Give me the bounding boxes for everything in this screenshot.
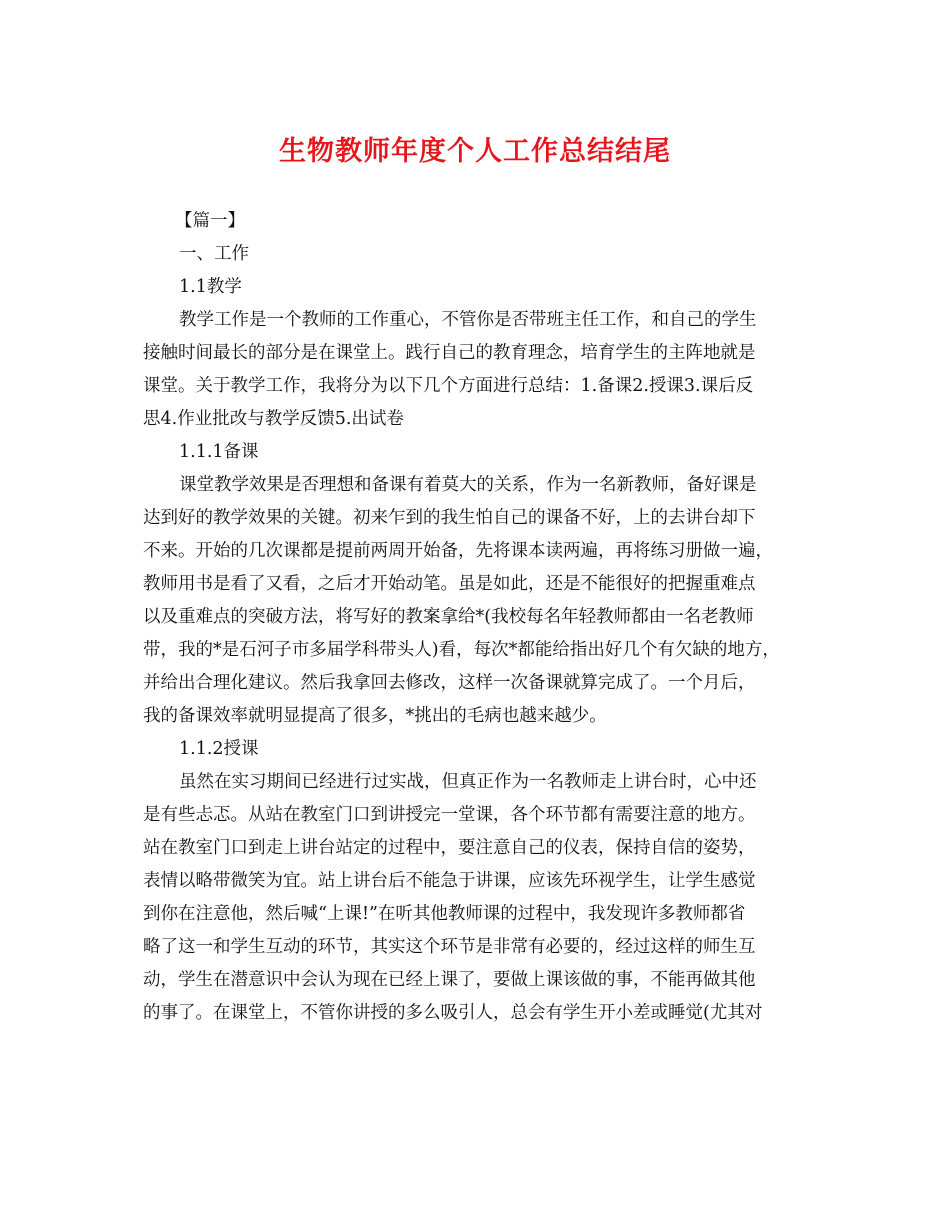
- body-line: 动，学生在潜意识中会认为现在已经上课了，要做上课该做的事，不能再做其他: [143, 970, 756, 990]
- body-line: 带，我的*是石河子市多届学科带头人)看，每次*都能给指出好几个有欠缺的地方，: [143, 640, 780, 660]
- body-line: 课堂教学效果是否理想和备课有着莫大的关系，作为一名新教师，备好课是: [179, 475, 757, 495]
- document-body: [143, 205, 813, 1030]
- body-line: 我的备课效率就明显提高了很多，*挑出的毛病也越来越少。: [143, 706, 607, 726]
- body-line: 1.1.1备课: [179, 442, 259, 462]
- body-line: 课堂。关于教学工作，我将分为以下几个方面进行总结：1.备课2.授课3.课后反: [143, 376, 754, 396]
- body-line: 到你在注意他，然后喊“上课!”在听其他教师课的过程中，我发现许多教师都省: [143, 904, 746, 924]
- body-line: 不来。开始的几次课都是提前两周开始备，先将课本读两遍，再将练习册做一遍，: [143, 541, 773, 561]
- body-line: 一、工作: [179, 244, 249, 264]
- body-line: 并给出合理化建议。然后我拿回去修改，这样一次备课就算完成了。一个月后，: [143, 673, 756, 693]
- body-line: 教师用书是看了又看，之后才开始动笔。虽是如此，还是不能很好的把握重难点: [143, 574, 756, 594]
- body-line: 思4.作业批改与教学反馈5.出试卷: [143, 409, 404, 429]
- body-line: 1.1.2授课: [179, 739, 259, 759]
- body-line: 以及重难点的突破方法，将写好的教案拿给*(我校每名年轻教师都由一名老教师: [143, 607, 754, 627]
- body-line: 表情以略带微笑为宜。站上讲台后不能急于讲课，应该先环视学生，让学生感觉: [143, 871, 756, 891]
- body-line: 虽然在实习期间已经进行过实战，但真正作为一名教师走上讲台时，心中还: [179, 772, 757, 792]
- body-line: 教学工作是一个教师的工作重心，不管你是否带班主任工作，和自己的学生: [179, 310, 757, 330]
- body-line: 接触时间最长的部分是在课堂上。践行自己的教育理念，培育学生的主阵地就是: [143, 343, 756, 363]
- body-line: 1.1教学: [179, 277, 242, 297]
- body-line: 【篇一】: [175, 211, 245, 231]
- body-line: 是有些忐忑。从站在教室门口到讲授完一堂课，各个环节都有需要注意的地方。: [143, 805, 756, 825]
- document-title: 生物教师年度个人工作总结结尾: [279, 136, 671, 167]
- body-line: 略了这一和学生互动的环节，其实这个环节是非常有必要的，经过这样的师生互: [143, 937, 756, 957]
- body-line: 的事了。在课堂上，不管你讲授的多么吸引人，总会有学生开小差或睡觉(尤其对: [143, 1003, 763, 1023]
- body-line: 站在教室门口到走上讲台站定的过程中，要注意自己的仪表，保持自信的姿势，: [143, 838, 756, 858]
- body-line: 达到好的教学效果的关键。初来乍到的我生怕自己的课备不好，上的去讲台却下: [143, 508, 756, 528]
